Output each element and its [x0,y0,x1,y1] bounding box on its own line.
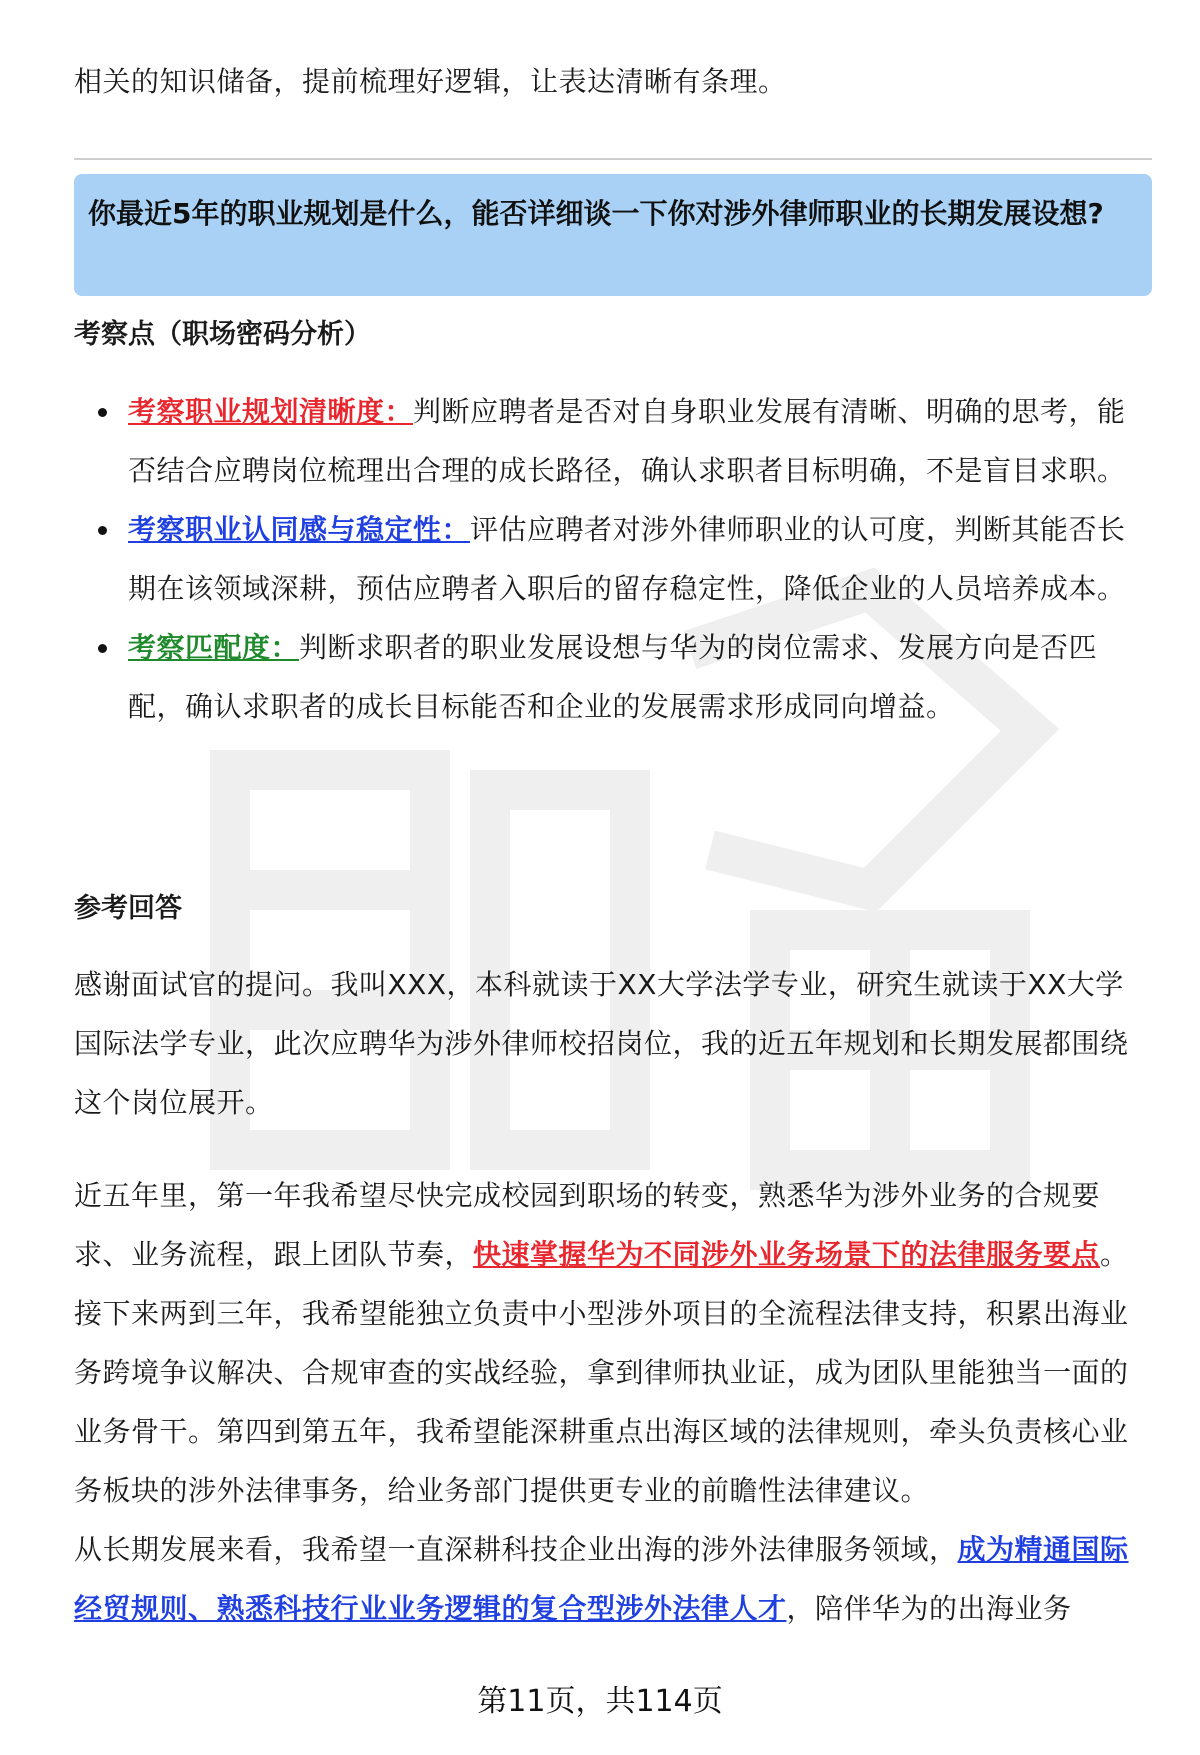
list-item [74,382,1152,500]
section-title-assessment: 考察点（职场密码分析） [74,319,371,350]
answer-paragraph-1: 感谢面试官的提问。我叫XXX，本科就读于XX大学法学专业，研究生就读于XX大学国际法学专业，此次应聘华为涉外律师校招岗位，我的近五年规划和长期发展都围绕这个岗位展开。 [74,968,1129,1119]
divider [74,158,1152,160]
bullet-icon [98,408,107,417]
bullet-icon [98,644,107,653]
bullet-icon [98,526,107,535]
answer-paragraph-2 [74,1166,1152,1520]
answer-text: 。接下来两到三年，我希望能独立负责中小型涉外项目的全流程法律支持，积累出海业务跨境争议解决、合规审查的实战经验，拿到律师执业证，成为团队里能独当一面的业务骨干。第四到第五年，我希望能深耕重点出海区域的法律规则，牵头负责核心业务板块的涉外法律事务，给业务部门提供更专业的前瞻性法律建议。 [74,1238,1129,1507]
answer-highlight: 成为精通国际经贸规则、熟悉科技行业业务逻辑的复合型涉外法律人才 [74,1533,1129,1625]
answer-text: 从长期发展来看，我希望一直深耕科技企业出海的涉外法律服务领域， [74,1533,958,1566]
list-item [74,500,1152,618]
answer-text: 近五年里，第一年我希望尽快完成校园到职场的转变，熟悉华为涉外业务的合规要求、业务流程，跟上团队节奏， [74,1179,1101,1271]
page-footer: 第11页，共114页 [477,1684,723,1719]
answer-paragraph-3 [74,1520,1152,1638]
point-key: 考察职业规划清晰度： [128,395,414,428]
list-item [74,618,1152,736]
answer-highlight: 快速掌握华为不同涉外业务场景下的法律服务要点 [473,1238,1101,1271]
point-text: 判断应聘者是否对自身职业发展有清晰、明确的思考，能否结合应聘岗位梳理出合理的成长路径，确认求职者目标明确，不是盲目求职。 [128,395,1126,487]
section-title-answer: 参考回答 [74,893,182,924]
intro-paragraph: 相关的知识储备，提前梳理好逻辑，让表达清晰有条理。 [74,65,787,98]
point-text: 判断求职者的职业发展设想与华为的岗位需求、发展方向是否匹配，确认求职者的成长目标能否和企业的发展需求形成同向增益。 [128,631,1098,723]
point-text: 评估应聘者对涉外律师职业的认可度，判断其能否长期在该领域深耕，预估应聘者入职后的留存稳定性，降低企业的人员培养成本。 [128,513,1126,605]
point-key: 考察匹配度： [128,631,300,664]
answer-text: ，陪伴华为的出海业务 [786,1592,1072,1625]
point-key: 考察职业认同感与稳定性： [128,513,471,546]
assessment-points-list [74,382,1152,736]
question-box: 你最近5年的职业规划是什么，能否详细谈一下你对涉外律师职业的长期发展设想? [74,174,1152,296]
